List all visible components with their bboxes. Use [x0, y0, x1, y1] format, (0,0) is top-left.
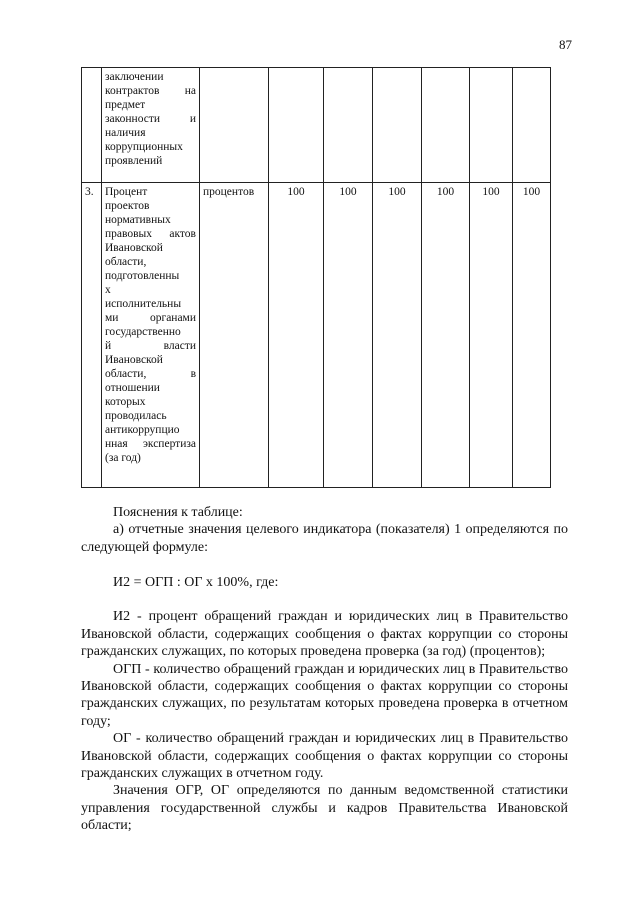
value-cell: [422, 68, 470, 183]
name-line: проводилась: [105, 410, 167, 422]
definition-og: ОГ - количество обращений граждан и юридических лиц в Правительство Ивановской области, содержащих сообщения о фактах коррупции со стороны гражданских служащих в отчетном году.: [81, 731, 568, 782]
name-line: х: [105, 284, 111, 296]
name-line: контрактов на: [105, 85, 196, 97]
value-cell: [324, 68, 373, 183]
name-line: предмет: [105, 99, 146, 111]
value-cell: 100: [269, 183, 324, 488]
value-cell: [513, 68, 551, 183]
table-row-3: [82, 183, 551, 488]
definition-i2: И2 - процент обращений граждан и юридических лиц в Правительство Ивановской области, содержащих сообщения о фактах коррупции со стороны гражданских служащих, по которых проведена проверка (за год) (процентов);: [81, 609, 568, 660]
name-line: проявлений: [105, 155, 163, 167]
name-line: й власти: [105, 340, 196, 352]
value-cell: 100: [513, 183, 551, 488]
name-line: правовых актов: [105, 228, 196, 240]
name-line: подготовленны: [105, 270, 180, 282]
name-line: исполнительны: [105, 298, 182, 310]
value-cell: 100: [324, 183, 373, 488]
name-line: государственно: [105, 326, 181, 338]
name-line: проектов: [105, 200, 150, 212]
indicator-name-cell: [102, 183, 200, 488]
explanations-heading: Пояснения к таблице:: [113, 505, 243, 520]
values-source: Значения ОГР, ОГ определяются по данным ведомственной статистики управления государственной службы и кадров Правительства Ивановской области;: [81, 783, 568, 834]
page-number: 87: [559, 37, 572, 52]
unit-cell: процентов: [200, 183, 269, 488]
name-line: коррупционных: [105, 141, 183, 153]
name-line: нная экспертиза: [105, 438, 196, 450]
name-line: заключении: [105, 71, 164, 83]
value-cell: [470, 68, 513, 183]
name-line: Ивановской: [105, 242, 163, 254]
paragraph-item-a: а) отчетные значения целевого индикатора (показателя) 1 определяются по следующей формуле:: [81, 522, 568, 555]
name-line: нормативных: [105, 214, 171, 226]
value-cell: 100: [470, 183, 513, 488]
table-row-continued: [82, 68, 551, 183]
unit-cell: [200, 68, 269, 183]
value-cell: [373, 68, 422, 183]
name-line: ми органами: [105, 312, 196, 324]
definition-ogp: ОГП - количество обращений граждан и юридических лиц в Правительство Ивановской области, содержащих сообщения о фактах коррупции со стороны гражданских служащих, по результатам которых проведена проверка в отчетном году;: [81, 661, 568, 729]
row-number-cell: 3.: [82, 183, 102, 488]
name-line: (за год): [105, 452, 141, 464]
explanations-text: [81, 504, 568, 835]
name-line: которых: [105, 396, 146, 408]
name-line: антикоррупцио: [105, 424, 180, 436]
name-line: законности и: [105, 113, 196, 125]
name-line: Ивановской: [105, 354, 163, 366]
value-cell: 100: [373, 183, 422, 488]
value-cell: 100: [422, 183, 470, 488]
name-line: области, в: [105, 368, 196, 380]
indicators-table: [81, 67, 551, 488]
name-line: Процент: [105, 186, 148, 198]
indicator-name-cell: [102, 68, 200, 183]
name-line: наличия: [105, 127, 146, 139]
value-cell: [269, 68, 324, 183]
row-number-cell: [82, 68, 102, 183]
formula: И2 = ОГП : ОГ x 100%, где:: [113, 574, 279, 590]
name-line: области,: [105, 256, 147, 268]
name-line: отношении: [105, 382, 160, 394]
